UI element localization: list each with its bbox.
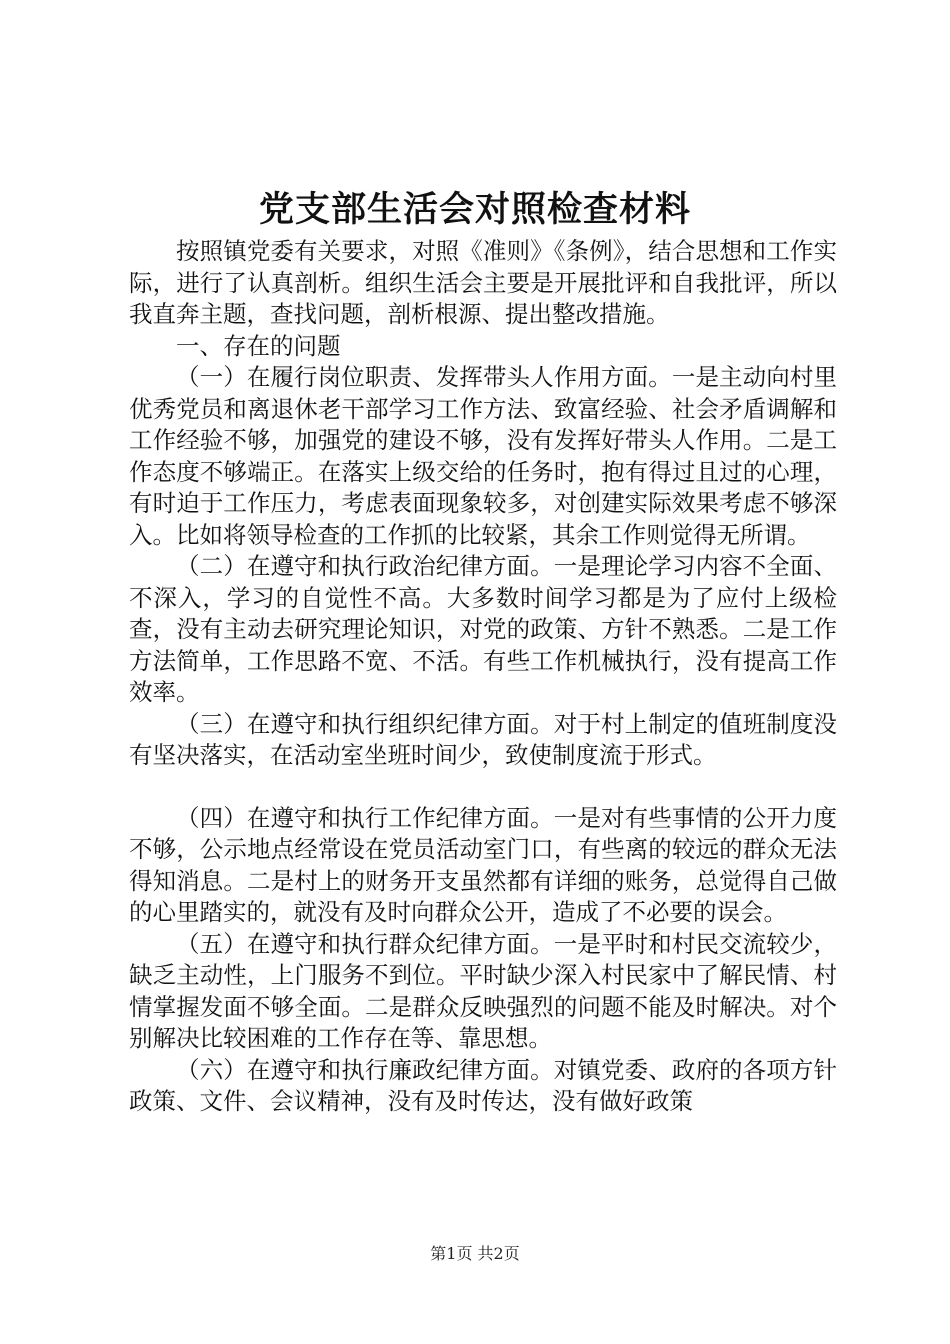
- document-body: [129, 236, 837, 1118]
- paragraph-intro: 按照镇党委有关要求，对照《准则》《条例》，结合思想和工作实际，进行了认真剖析。组织生活会主要是开展批评和自我批评，所以我直奔主题，查找问题，剖析根源、提出整改措施。: [129, 237, 837, 328]
- paragraph-item-3: （三）在遵守和执行组织纪律方面。对于村上制定的值班制度没有坚决落实，在活动室坐班时间少，致使制度流于形式。: [129, 709, 837, 769]
- paragraph-gap: [129, 772, 837, 803]
- paragraph-item-5: （五）在遵守和执行群众纪律方面。一是平时和村民交流较少，缺乏主动性，上门服务不到位。平时缺少深入村民家中了解民情、村情掌握发面不够全面。二是群众反映强烈的问题不能及时解决。对个别解决比较困难的工作存在等、靠思想。: [129, 929, 837, 1052]
- paragraph-item-1: （一）在履行岗位职责、发挥带头人作用方面。一是主动向村里优秀党员和离退休老干部学习工作方法、致富经验、社会矛盾调解和工作经验不够，加强党的建设不够，没有发挥好带头人作用。二是工作态度不够端正。在落实上级交给的任务时，抱有得过且过的心理，有时迫于工作压力，考虑表面现象较多，对创建实际效果考虑不够深入。比如将领导检查的工作抓的比较紧，其余工作则觉得无所谓。: [129, 363, 837, 549]
- paragraph-item-4: （四）在遵守和执行工作纪律方面。一是对有些事情的公开力度不够，公示地点经常设在党员活动室门口，有些离的较远的群众无法得知消息。二是村上的财务开支虽然都有详细的账务，总觉得自己做的心里踏实的，就没有及时向群众公开，造成了不必要的误会。: [129, 803, 837, 926]
- document-title: 党支部生活会对照检查材料: [258, 189, 691, 230]
- page-number-footer: 第1页 共2页: [430, 1244, 520, 1263]
- paragraph-item-6: （六）在遵守和执行廉政纪律方面。对镇党委、政府的各项方针政策、文件、会议精神，没有及时传达，没有做好政策: [129, 1055, 837, 1115]
- paragraph-item-2: （二）在遵守和执行政治纪律方面。一是理论学习内容不全面、不深入，学习的自觉性不高。大多数时间学习都是为了应付上级检查，没有主动去研究理论知识，对党的政策、方针不熟悉。二是工作方法简单，工作思路不宽、不活。有些工作机械执行，没有提高工作效率。: [129, 552, 837, 706]
- section-heading-problems: 一、存在的问题: [176, 331, 341, 360]
